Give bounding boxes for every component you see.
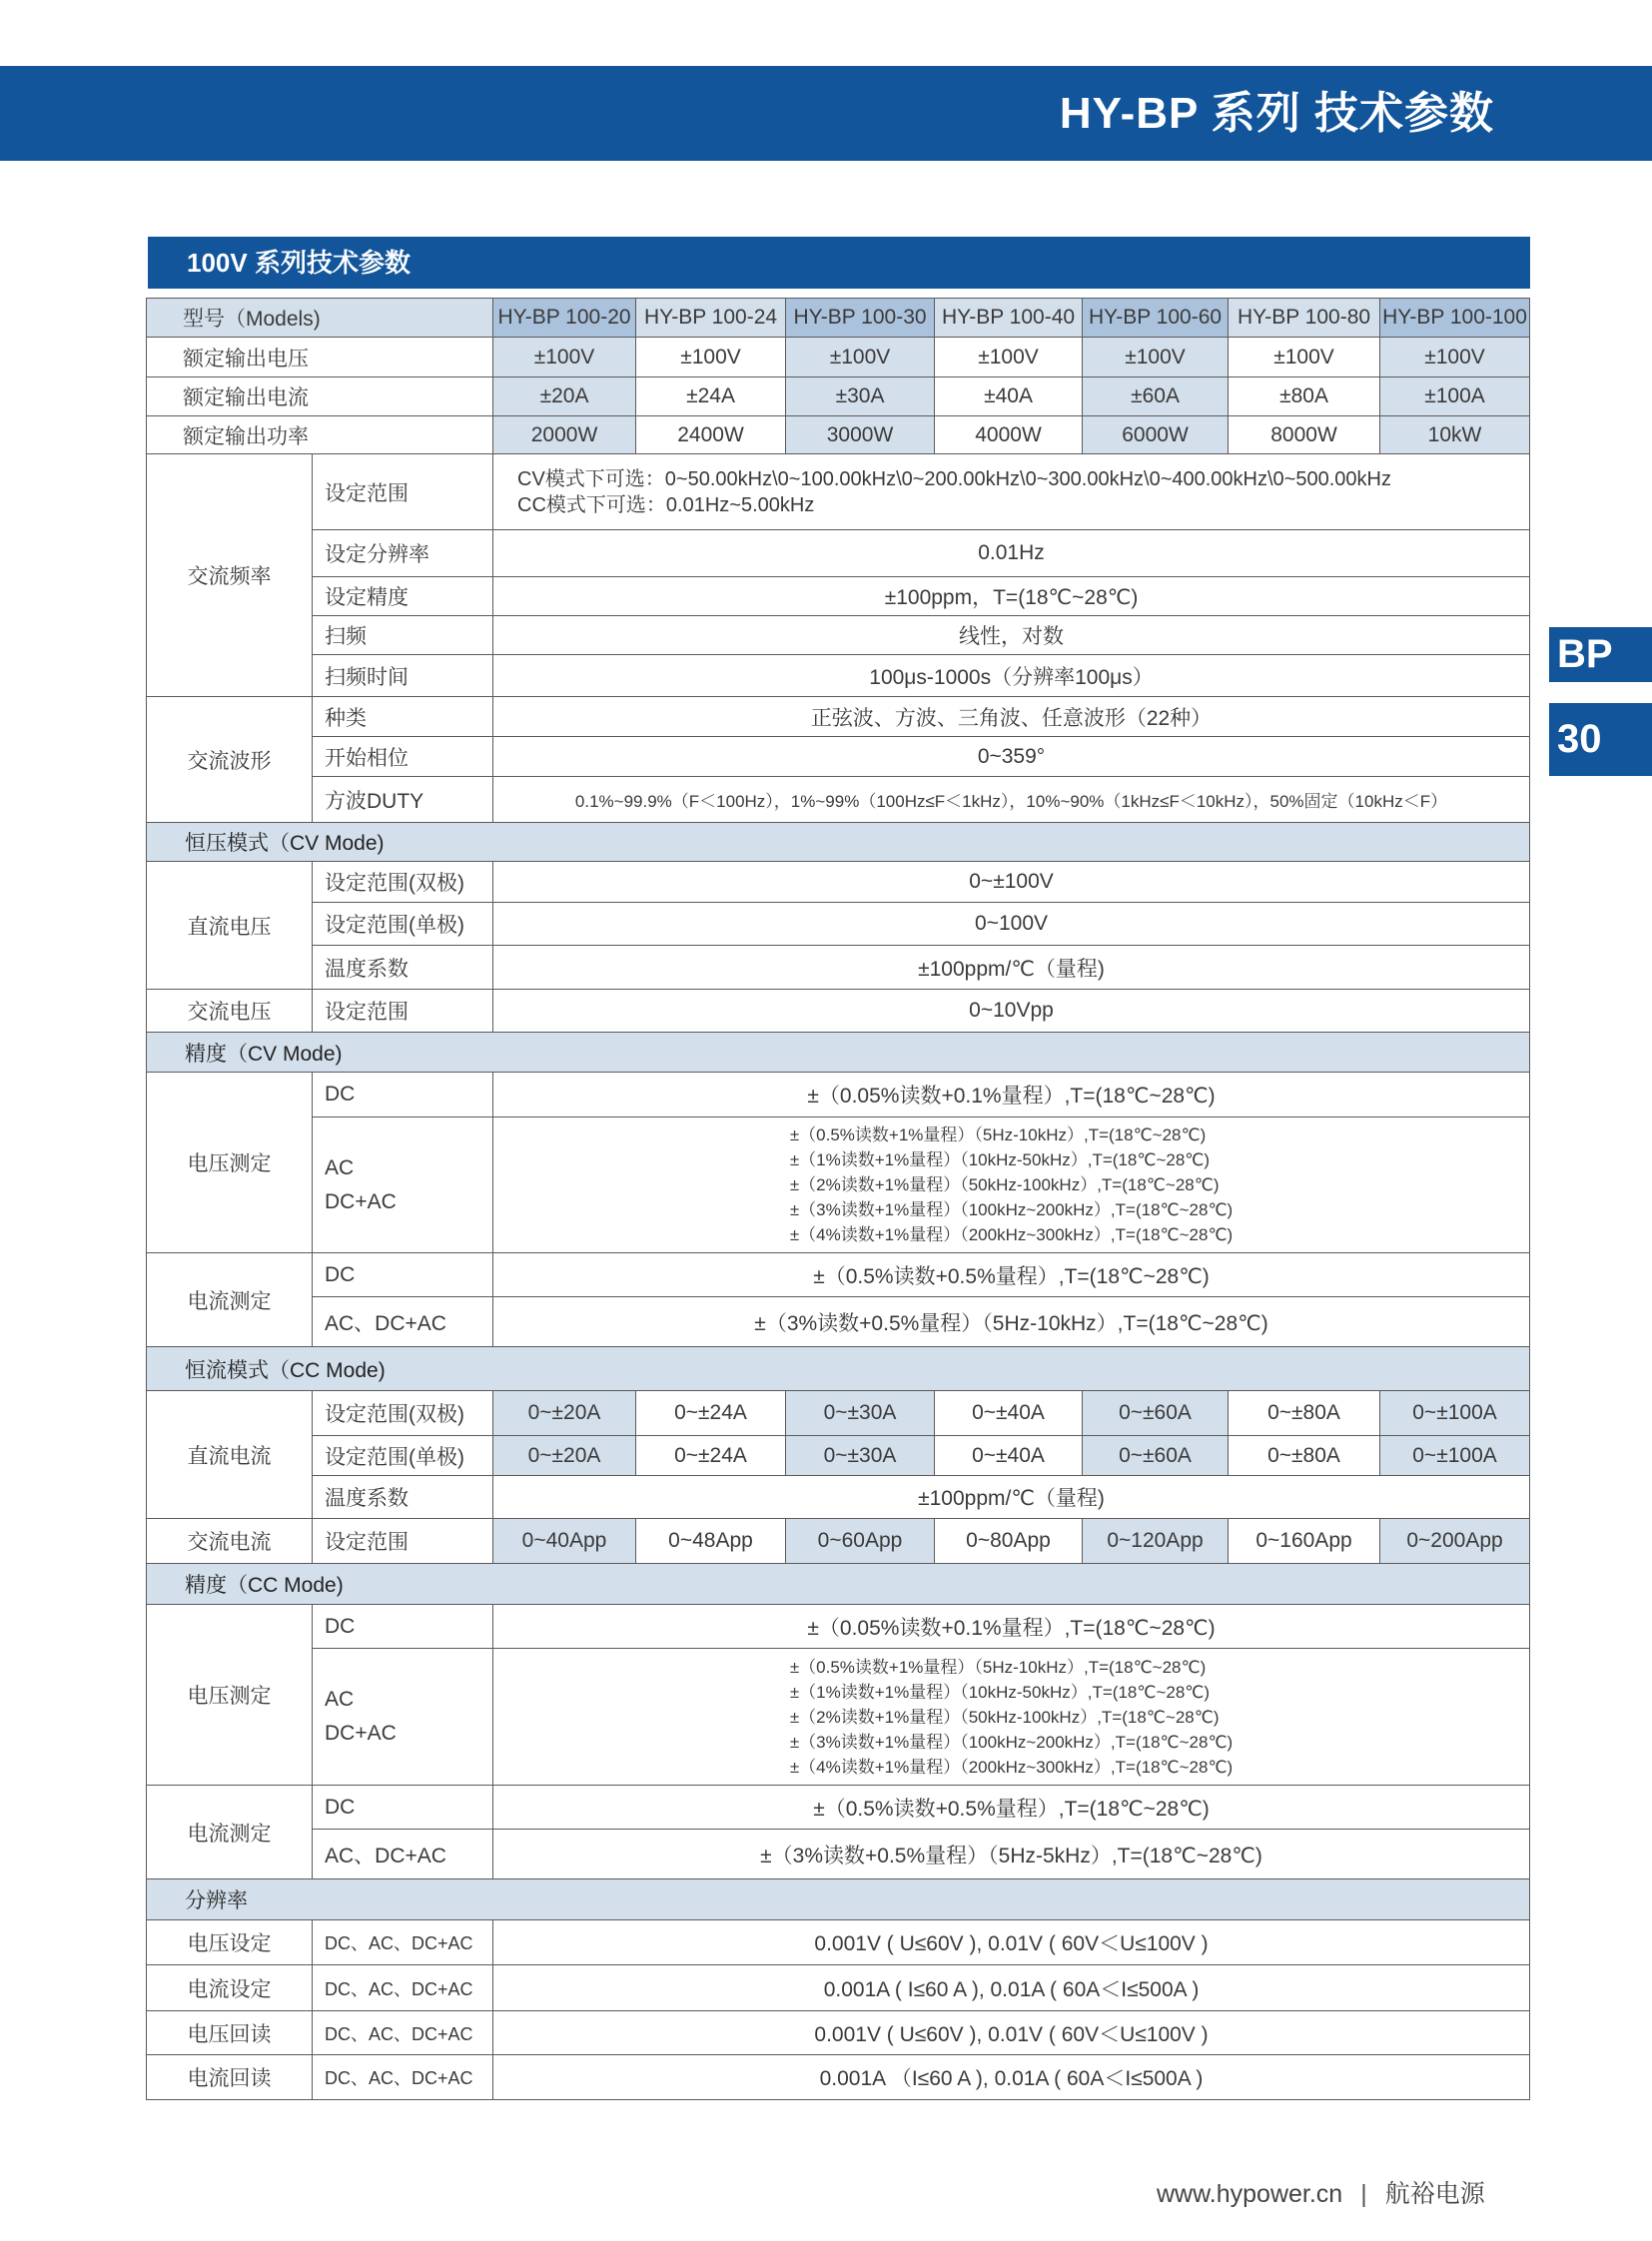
- section-row: [147, 1564, 1530, 1605]
- spec-table: [146, 298, 1530, 2100]
- param-label: 设定范围: [313, 990, 493, 1033]
- param-value: 0~60App: [786, 1519, 935, 1564]
- cell-line: ±（0.5%读数+1%量程）（5Hz-10kHz）,T=(18℃~28℃): [789, 1125, 1207, 1144]
- group-label: 交流电流: [147, 1519, 313, 1564]
- param-value: 0~±60A: [1083, 1436, 1229, 1476]
- accuracy-row: [147, 1253, 1530, 1297]
- param-mode: DC、AC、DC+AC: [313, 2055, 493, 2100]
- param-value: 0.01Hz: [493, 530, 1530, 577]
- param-label: 方波DUTY: [313, 777, 493, 823]
- cv-dc-row: [147, 903, 1530, 946]
- param-mode: DC、AC、DC+AC: [313, 2011, 493, 2055]
- cell-line: DC+AC: [325, 1189, 397, 1213]
- rated-value: 2000W: [493, 416, 636, 454]
- param-label: 开始相位: [313, 737, 493, 777]
- param-label: AC、DC+AC: [313, 1297, 493, 1347]
- param-label: DC: [313, 1786, 493, 1830]
- accuracy-row: [147, 1830, 1530, 1879]
- param-label: 设定范围(单极): [313, 903, 493, 946]
- section-header: 精度（CC Mode): [147, 1564, 1530, 1605]
- rated-value: 8000W: [1229, 416, 1380, 454]
- param-value: 0~48App: [636, 1519, 786, 1564]
- cell-line: ±（4%读数+1%量程）（200kHz~300kHz）,T=(18℃~28℃): [789, 1225, 1234, 1244]
- param-value: ±（0.05%读数+0.1%量程）,T=(18℃~28℃): [493, 1605, 1530, 1649]
- group-label: 交流频率: [147, 454, 313, 697]
- param-label: 电压回读: [147, 2011, 313, 2055]
- cell-line: ±（3%读数+1%量程）（100kHz~200kHz）,T=(18℃~28℃): [789, 1200, 1234, 1219]
- param-label: 设定范围: [313, 1519, 493, 1564]
- param-value: 0~10Vpp: [493, 990, 1530, 1033]
- section-row: [147, 1879, 1530, 1920]
- footer: [1157, 2177, 1485, 2211]
- rated-row: [147, 338, 1530, 377]
- param-value: 0~±24A: [636, 1436, 786, 1476]
- param-value: 0~120App: [1083, 1519, 1229, 1564]
- accuracy-row: [147, 1786, 1530, 1830]
- ac-frequency-row: [147, 530, 1530, 577]
- section-row: [147, 1033, 1530, 1073]
- rated-value: ±100V: [935, 338, 1083, 377]
- cell-line: CV模式下可选：0~50.00kHz\0~100.00kHz\0~200.00kHz\0~300.00kHz\0~400.00kHz\0~500.00kHz: [517, 467, 1391, 490]
- rated-value: ±100A: [1380, 377, 1530, 416]
- param-mode: DC、AC、DC+AC: [313, 1920, 493, 1965]
- accuracy-row: [147, 1118, 1530, 1253]
- rated-row: [147, 377, 1530, 416]
- rated-value: ±100V: [1380, 338, 1530, 377]
- page-title: HY-BP 系列 技术参数: [1059, 89, 1494, 138]
- cc-dc-row: [147, 1476, 1530, 1519]
- resolution-row: [147, 1965, 1530, 2011]
- accuracy-row: [147, 1605, 1530, 1649]
- param-label: [313, 1118, 493, 1253]
- param-value: 0~±80A: [1229, 1391, 1380, 1436]
- rated-value: ±24A: [636, 377, 786, 416]
- rated-value: ±40A: [935, 377, 1083, 416]
- group-label: 电压测定: [147, 1605, 313, 1786]
- param-value: [493, 454, 1530, 530]
- section-header: 恒压模式（CV Mode): [147, 823, 1530, 862]
- rated-value: ±80A: [1229, 377, 1380, 416]
- param-label: 扫频: [313, 616, 493, 655]
- param-value: 0.001V ( U≤60V ), 0.01V ( 60V＜U≤100V ): [493, 2011, 1530, 2055]
- param-mode: DC、AC、DC+AC: [313, 1965, 493, 2011]
- param-label: 设定分辨率: [313, 530, 493, 577]
- ac-waveform-row: [147, 777, 1530, 823]
- ac-waveform-row: [147, 737, 1530, 777]
- group-label: 交流电压: [147, 990, 313, 1033]
- param-value: 0~±40A: [935, 1391, 1083, 1436]
- param-value: ±（0.05%读数+0.1%量程）,T=(18℃~28℃): [493, 1073, 1530, 1118]
- cv-dc-row: [147, 862, 1530, 903]
- param-label: 电流设定: [147, 1965, 313, 2011]
- section-header: 分辨率: [147, 1879, 1530, 1920]
- param-label: 电压设定: [147, 1920, 313, 1965]
- param-value: 0.001V ( U≤60V ), 0.01V ( 60V＜U≤100V ): [493, 1920, 1530, 1965]
- accuracy-row: [147, 1297, 1530, 1347]
- param-value: 0.001A （I≤60 A ), 0.01A ( 60A＜I≤500A ): [493, 2055, 1530, 2100]
- param-value: [493, 1649, 1530, 1786]
- group-label: 电压测定: [147, 1073, 313, 1253]
- rated-value: 6000W: [1083, 416, 1229, 454]
- param-label: 设定范围(双极): [313, 1391, 493, 1436]
- rated-label: 额定输出电流: [147, 377, 493, 416]
- param-value: 0~160App: [1229, 1519, 1380, 1564]
- param-value: 正弦波、方波、三角波、任意波形（22种）: [493, 697, 1530, 737]
- param-label: 温度系数: [313, 946, 493, 990]
- param-value: ±100ppm/℃（量程): [493, 946, 1530, 990]
- param-label: 设定范围(单极): [313, 1436, 493, 1476]
- param-value: 0~±24A: [636, 1391, 786, 1436]
- param-value: 0~40App: [493, 1519, 636, 1564]
- model-name: HY-BP 100-60: [1083, 299, 1229, 338]
- footer-separator: |: [1360, 2180, 1367, 2208]
- cell-line: ±（2%读数+1%量程）（50kHz-100kHz）,T=(18℃~28℃): [789, 1707, 1220, 1727]
- section-header: 精度（CV Mode): [147, 1033, 1530, 1073]
- param-label: 设定范围: [313, 454, 493, 530]
- rated-label: 额定输出功率: [147, 416, 493, 454]
- param-label: 设定精度: [313, 577, 493, 616]
- param-label: 设定范围(双极): [313, 862, 493, 903]
- param-value: ±（0.5%读数+0.5%量程）,T=(18℃~28℃): [493, 1253, 1530, 1297]
- group-label: 直流电压: [147, 862, 313, 990]
- model-name: HY-BP 100-30: [786, 299, 935, 338]
- param-value: 0~±20A: [493, 1436, 636, 1476]
- group-label: 电流测定: [147, 1253, 313, 1347]
- param-value: ±（3%读数+0.5%量程）（5Hz-10kHz）,T=(18℃~28℃): [493, 1297, 1530, 1347]
- company-name: 航裕电源: [1384, 2180, 1485, 2208]
- rated-value: 4000W: [935, 416, 1083, 454]
- resolution-row: [147, 1920, 1530, 1965]
- param-value: 0~±30A: [786, 1436, 935, 1476]
- page-number-tab: 30: [1549, 703, 1652, 776]
- ac-frequency-row: [147, 655, 1530, 697]
- cell-line: CC模式下可选：0.01Hz~5.00kHz: [517, 493, 815, 516]
- cell-line: ±（1%读数+1%量程）（10kHz-50kHz）,T=(18℃~28℃): [789, 1682, 1211, 1702]
- param-value: 0~±60A: [1083, 1391, 1229, 1436]
- cell-line: ±（4%读数+1%量程）（200kHz~300kHz）,T=(18℃~28℃): [789, 1757, 1234, 1777]
- resolution-row: [147, 2011, 1530, 2055]
- param-value: 100μs-1000s（分辨率100μs）: [493, 655, 1530, 697]
- param-label: DC: [313, 1253, 493, 1297]
- param-value: 0~359°: [493, 737, 1530, 777]
- cell-line: DC+AC: [325, 1722, 397, 1745]
- website-link[interactable]: www.hypower.cn: [1157, 2180, 1343, 2208]
- cc-dc-row: [147, 1436, 1530, 1476]
- param-value: 0~±20A: [493, 1391, 636, 1436]
- section-header: 恒流模式（CC Mode): [147, 1347, 1530, 1391]
- page-header-band: [0, 66, 1652, 161]
- cell-line: ±（2%读数+1%量程）（50kHz-100kHz）,T=(18℃~28℃): [789, 1175, 1220, 1194]
- rated-value: 10kW: [1380, 416, 1530, 454]
- cc-dc-row: [147, 1391, 1530, 1436]
- param-label: DC: [313, 1605, 493, 1649]
- rated-value: ±30A: [786, 377, 935, 416]
- param-label: [313, 1649, 493, 1786]
- resolution-row: [147, 2055, 1530, 2100]
- section-row: [147, 823, 1530, 862]
- group-label: 直流电流: [147, 1391, 313, 1519]
- param-value: 0.1%~99.9%（F＜100Hz），1%~99%（100Hz≤F＜1kHz），10%~90%（1kHz≤F＜10kHz），50%固定（10kHz＜F）: [493, 777, 1530, 823]
- rated-value: ±20A: [493, 377, 636, 416]
- param-value: 0~200App: [1380, 1519, 1530, 1564]
- model-name: HY-BP 100-80: [1229, 299, 1380, 338]
- param-label: 温度系数: [313, 1476, 493, 1519]
- accuracy-row: [147, 1649, 1530, 1786]
- param-label: 种类: [313, 697, 493, 737]
- rated-label: 额定输出电压: [147, 338, 493, 377]
- param-label: AC、DC+AC: [313, 1830, 493, 1879]
- section-row: [147, 1347, 1530, 1391]
- param-value: 0~±80A: [1229, 1436, 1380, 1476]
- section-title-bar: [148, 237, 1530, 289]
- param-value: ±（0.5%读数+0.5%量程）,T=(18℃~28℃): [493, 1786, 1530, 1830]
- model-name: HY-BP 100-100: [1380, 299, 1530, 338]
- model-name: HY-BP 100-24: [636, 299, 786, 338]
- models-row: [147, 299, 1530, 338]
- param-value: 0~±100V: [493, 862, 1530, 903]
- param-value: ±100ppm，T=(18℃~28℃): [493, 577, 1530, 616]
- param-value: 0~±100A: [1380, 1391, 1530, 1436]
- rated-value: ±100V: [786, 338, 935, 377]
- model-name: HY-BP 100-20: [493, 299, 636, 338]
- section-title: 100V 系列技术参数: [187, 248, 411, 278]
- rated-value: ±100V: [493, 338, 636, 377]
- series-tab: BP: [1549, 627, 1652, 682]
- rated-value: ±100V: [1083, 338, 1229, 377]
- param-value: 0~±30A: [786, 1391, 935, 1436]
- param-value: 0~±40A: [935, 1436, 1083, 1476]
- rated-value: 3000W: [786, 416, 935, 454]
- group-label: 电流测定: [147, 1786, 313, 1879]
- accuracy-row: [147, 1073, 1530, 1118]
- cell-line: AC: [325, 1688, 355, 1711]
- param-value: 0.001A ( I≤60 A ), 0.01A ( 60A＜I≤500A ): [493, 1965, 1530, 2011]
- ac-frequency-row: [147, 454, 1530, 530]
- ac-frequency-row: [147, 616, 1530, 655]
- rated-value: ±60A: [1083, 377, 1229, 416]
- rated-value: 2400W: [636, 416, 786, 454]
- rated-value: ±100V: [636, 338, 786, 377]
- group-label: 交流波形: [147, 697, 313, 823]
- rated-row: [147, 416, 1530, 454]
- param-label: DC: [313, 1073, 493, 1118]
- param-label: 扫频时间: [313, 655, 493, 697]
- models-label: 型号（Models): [147, 299, 493, 338]
- param-value: 0~80App: [935, 1519, 1083, 1564]
- cc-ac-row: [147, 1519, 1530, 1564]
- cv-ac-row: [147, 990, 1530, 1033]
- cell-line: ±（1%读数+1%量程）（10kHz-50kHz）,T=(18℃~28℃): [789, 1150, 1211, 1169]
- param-value: 线性，对数: [493, 616, 1530, 655]
- param-value: 0~±100A: [1380, 1436, 1530, 1476]
- model-name: HY-BP 100-40: [935, 299, 1083, 338]
- cv-dc-row: [147, 946, 1530, 990]
- cell-line: ±（3%读数+1%量程）（100kHz~200kHz）,T=(18℃~28℃): [789, 1732, 1234, 1752]
- param-value: ±（3%读数+0.5%量程）（5Hz-5kHz）,T=(18℃~28℃): [493, 1830, 1530, 1879]
- param-label: 电流回读: [147, 2055, 313, 2100]
- ac-frequency-row: [147, 577, 1530, 616]
- param-value: ±100ppm/℃（量程): [493, 1476, 1530, 1519]
- ac-waveform-row: [147, 697, 1530, 737]
- cell-line: ±（0.5%读数+1%量程）（5Hz-10kHz）,T=(18℃~28℃): [789, 1657, 1207, 1677]
- rated-value: ±100V: [1229, 338, 1380, 377]
- param-value: [493, 1118, 1530, 1253]
- cell-line: AC: [325, 1155, 355, 1179]
- param-value: 0~100V: [493, 903, 1530, 946]
